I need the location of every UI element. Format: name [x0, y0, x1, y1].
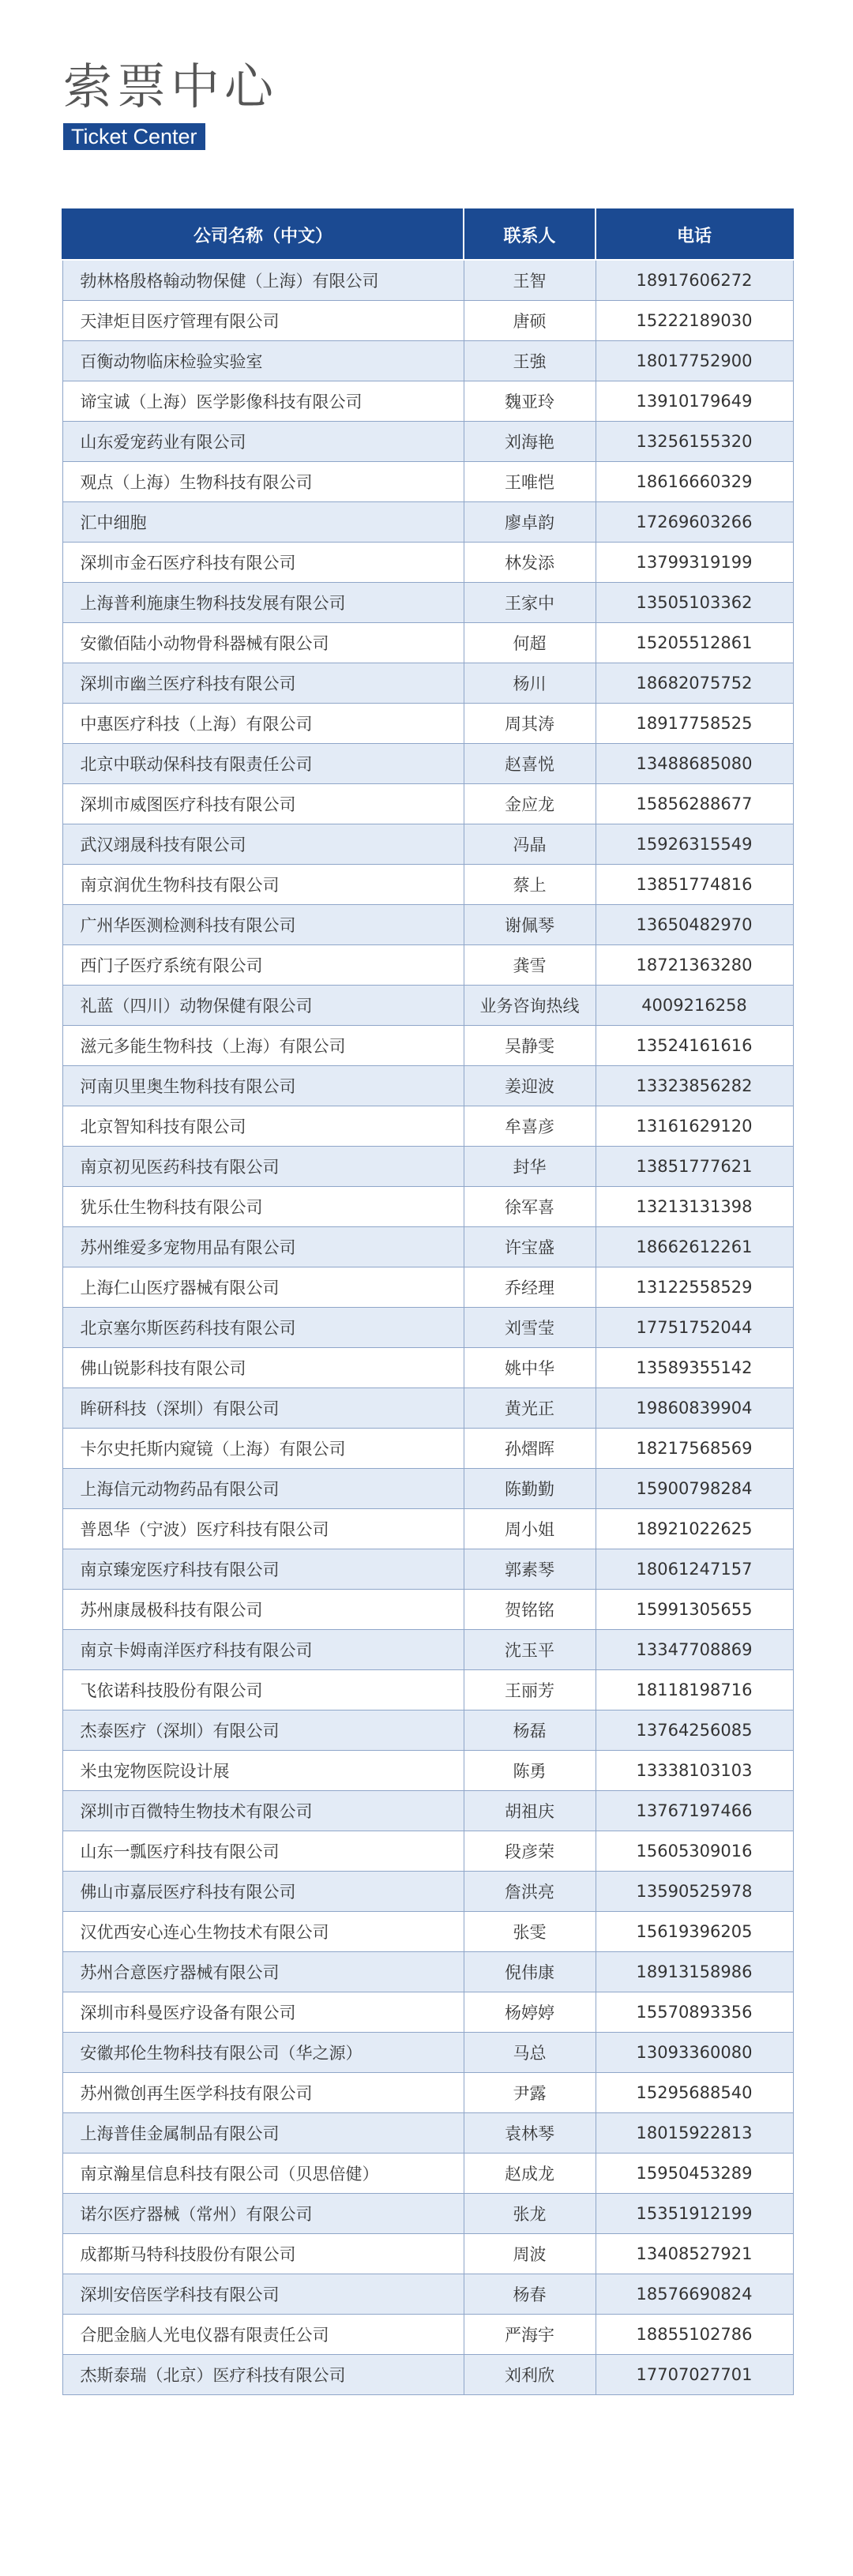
phone-number-cell: 18118198716	[596, 1670, 793, 1710]
table-row	[62, 1187, 793, 1227]
phone-number-cell: 13122558529	[596, 1267, 793, 1308]
page-subtitle-badge: Ticket Center	[63, 123, 205, 150]
phone-number-cell: 15605309016	[596, 1831, 793, 1872]
contact-name-cell: 郭素琴	[464, 1549, 596, 1590]
table-row	[62, 502, 793, 543]
contact-name-cell: 孙熠晖	[464, 1429, 596, 1469]
company-name-cell: 中惠医疗科技（上海）有限公司	[62, 704, 464, 744]
phone-number-cell: 13524161616	[596, 1026, 793, 1066]
contact-name-cell: 袁林琴	[464, 2113, 596, 2154]
contact-name-cell: 许宝盛	[464, 1227, 596, 1267]
table-row	[62, 1791, 793, 1831]
company-name-cell: 河南贝里奥生物科技有限公司	[62, 1066, 464, 1106]
contact-name-cell: 严海宇	[464, 2315, 596, 2355]
phone-number-cell: 15900798284	[596, 1469, 793, 1509]
company-name-cell: 安徽佰陆小动物骨科器械有限公司	[62, 623, 464, 663]
company-name-cell: 上海信元动物药品有限公司	[62, 1469, 464, 1509]
phone-number-cell: 15856288677	[596, 784, 793, 824]
phone-number-cell: 18616660329	[596, 462, 793, 502]
column-header-phone: 电话	[596, 209, 793, 260]
company-name-cell: 米虫宠物医院设计展	[62, 1751, 464, 1791]
phone-number-cell: 13093360080	[596, 2033, 793, 2073]
phone-number-cell: 18217568569	[596, 1429, 793, 1469]
table-row	[62, 2234, 793, 2274]
phone-number-cell: 13338103103	[596, 1751, 793, 1791]
contact-name-cell: 冯晶	[464, 824, 596, 865]
company-name-cell: 飞依诺科技股份有限公司	[62, 1670, 464, 1710]
company-name-cell: 上海普佳金属制品有限公司	[62, 2113, 464, 2154]
company-name-cell: 上海仁山医疗器械有限公司	[62, 1267, 464, 1308]
contact-name-cell: 胡祖庆	[464, 1791, 596, 1831]
contact-name-cell: 业务咨询热线	[464, 986, 596, 1026]
phone-number-cell: 15205512861	[596, 623, 793, 663]
phone-number-cell: 19860839904	[596, 1388, 793, 1429]
table-row	[62, 2274, 793, 2315]
table-row	[62, 905, 793, 945]
phone-number-cell: 13161629120	[596, 1106, 793, 1147]
contact-name-cell: 谢佩琴	[464, 905, 596, 945]
contact-name-cell: 沈玉平	[464, 1630, 596, 1670]
table-row	[62, 2033, 793, 2073]
contact-name-cell: 马总	[464, 2033, 596, 2073]
table-row	[62, 1912, 793, 1952]
table-row	[62, 1227, 793, 1267]
contact-name-cell: 杨磊	[464, 1710, 596, 1751]
contact-name-cell: 陈勤勤	[464, 1469, 596, 1509]
company-name-cell: 杰泰医疗（深圳）有限公司	[62, 1710, 464, 1751]
contact-name-cell: 蔡上	[464, 865, 596, 905]
table-row	[62, 1670, 793, 1710]
company-name-cell: 苏州康晟极科技有限公司	[62, 1590, 464, 1630]
contact-name-cell: 尹露	[464, 2073, 596, 2113]
table-row	[62, 784, 793, 824]
company-name-cell: 武汉翊晟科技有限公司	[62, 824, 464, 865]
company-name-cell: 天津炬目医疗管理有限公司	[62, 301, 464, 341]
company-name-cell: 广州华医测检测科技有限公司	[62, 905, 464, 945]
phone-number-cell: 13505103362	[596, 583, 793, 623]
phone-number-cell: 17707027701	[596, 2355, 793, 2395]
table-row	[62, 260, 793, 301]
contact-name-cell: 周小姐	[464, 1509, 596, 1549]
company-name-cell: 普恩华（宁波）医疗科技有限公司	[62, 1509, 464, 1549]
table-row	[62, 945, 793, 986]
phone-number-cell: 13589355142	[596, 1348, 793, 1388]
contact-name-cell: 王丽芳	[464, 1670, 596, 1710]
company-name-cell: 礼蓝（四川）动物保健有限公司	[62, 986, 464, 1026]
company-name-cell: 合肥金脑人光电仪器有限责任公司	[62, 2315, 464, 2355]
contact-name-cell: 廖卓韵	[464, 502, 596, 543]
company-name-cell: 南京初见医药科技有限公司	[62, 1147, 464, 1187]
phone-number-cell: 13256155320	[596, 422, 793, 462]
table-row	[62, 1026, 793, 1066]
page-header	[63, 55, 278, 150]
phone-number-cell: 13767197466	[596, 1791, 793, 1831]
contact-name-cell: 林发添	[464, 543, 596, 583]
contact-name-cell: 周波	[464, 2234, 596, 2274]
table-body	[62, 260, 793, 2395]
contact-name-cell: 赵成龙	[464, 2154, 596, 2194]
phone-number-cell: 15351912199	[596, 2194, 793, 2234]
table-row	[62, 1348, 793, 1388]
table-row	[62, 663, 793, 704]
table-row	[62, 2154, 793, 2194]
table-row	[62, 583, 793, 623]
ticket-contact-table	[62, 208, 794, 2395]
phone-number-cell: 15619396205	[596, 1912, 793, 1952]
phone-number-cell: 15991305655	[596, 1590, 793, 1630]
company-name-cell: 深圳市金石医疗科技有限公司	[62, 543, 464, 583]
table-row	[62, 2355, 793, 2395]
phone-number-cell: 13408527921	[596, 2234, 793, 2274]
contact-name-cell: 王唯恺	[464, 462, 596, 502]
table-row	[62, 1992, 793, 2033]
table-row	[62, 1388, 793, 1429]
contact-name-cell: 吴静雯	[464, 1026, 596, 1066]
contact-name-cell: 唐硕	[464, 301, 596, 341]
table-row	[62, 301, 793, 341]
company-name-cell: 深圳安倍医学科技有限公司	[62, 2274, 464, 2315]
phone-number-cell: 18855102786	[596, 2315, 793, 2355]
table-row	[62, 865, 793, 905]
table-row	[62, 1751, 793, 1791]
phone-number-cell: 18015922813	[596, 2113, 793, 2154]
table-row	[62, 704, 793, 744]
company-name-cell: 上海普利施康生物科技发展有限公司	[62, 583, 464, 623]
table-row	[62, 1429, 793, 1469]
company-name-cell: 苏州合意医疗器械有限公司	[62, 1952, 464, 1992]
contact-name-cell: 詹洪亮	[464, 1872, 596, 1912]
table-row	[62, 1066, 793, 1106]
contact-name-cell: 段彦荣	[464, 1831, 596, 1872]
table-row	[62, 2194, 793, 2234]
company-name-cell: 苏州维爱多宠物用品有限公司	[62, 1227, 464, 1267]
contact-name-cell: 张雯	[464, 1912, 596, 1952]
table-row	[62, 1831, 793, 1872]
phone-number-cell: 18917758525	[596, 704, 793, 744]
company-name-cell: 安徽邦伦生物科技有限公司（华之源）	[62, 2033, 464, 2073]
table-row	[62, 1952, 793, 1992]
company-name-cell: 佛山市嘉辰医疗科技有限公司	[62, 1872, 464, 1912]
contact-name-cell: 贺铭铭	[464, 1590, 596, 1630]
company-name-cell: 南京臻宠医疗科技有限公司	[62, 1549, 464, 1590]
table-row	[62, 824, 793, 865]
company-name-cell: 勃林格殷格翰动物保健（上海）有限公司	[62, 260, 464, 301]
contact-name-cell: 姚中华	[464, 1348, 596, 1388]
phone-number-cell: 15570893356	[596, 1992, 793, 2033]
table-row	[62, 2073, 793, 2113]
page-title: 索票中心	[63, 58, 279, 115]
phone-number-cell: 15295688540	[596, 2073, 793, 2113]
contact-name-cell: 刘雪莹	[464, 1308, 596, 1348]
phone-number-cell: 13488685080	[596, 744, 793, 784]
phone-number-cell: 18917606272	[596, 260, 793, 301]
phone-number-cell: 13851777621	[596, 1147, 793, 1187]
table-row	[62, 2113, 793, 2154]
contact-name-cell: 周其涛	[464, 704, 596, 744]
company-name-cell: 犹乐仕生物科技有限公司	[62, 1187, 464, 1227]
company-name-cell: 成都斯马特科技股份有限公司	[62, 2234, 464, 2274]
company-name-cell: 南京卡姆南洋医疗科技有限公司	[62, 1630, 464, 1670]
contact-name-cell: 杨川	[464, 663, 596, 704]
table-row	[62, 422, 793, 462]
company-name-cell: 深圳市威图医疗科技有限公司	[62, 784, 464, 824]
company-name-cell: 山东爱宠药业有限公司	[62, 422, 464, 462]
contact-name-cell: 何超	[464, 623, 596, 663]
table-row	[62, 1590, 793, 1630]
contact-name-cell: 赵喜悦	[464, 744, 596, 784]
contact-name-cell: 王家中	[464, 583, 596, 623]
contact-name-cell: 徐军喜	[464, 1187, 596, 1227]
contact-name-cell: 金应龙	[464, 784, 596, 824]
contact-name-cell: 黄光正	[464, 1388, 596, 1429]
company-name-cell: 北京塞尔斯医药科技有限公司	[62, 1308, 464, 1348]
table-row	[62, 623, 793, 663]
contact-name-cell: 牟喜彦	[464, 1106, 596, 1147]
contact-name-cell: 姜迎波	[464, 1066, 596, 1106]
contact-name-cell: 封华	[464, 1147, 596, 1187]
table-row	[62, 1872, 793, 1912]
company-name-cell: 深圳市百微特生物技术有限公司	[62, 1791, 464, 1831]
contact-name-cell: 刘海艳	[464, 422, 596, 462]
company-name-cell: 山东一瓢医疗科技有限公司	[62, 1831, 464, 1872]
phone-number-cell: 18662612261	[596, 1227, 793, 1267]
phone-number-cell: 18061247157	[596, 1549, 793, 1590]
table-row	[62, 1147, 793, 1187]
table-row	[62, 462, 793, 502]
phone-number-cell: 18913158986	[596, 1952, 793, 1992]
company-name-cell: 诺尔医疗器械（常州）有限公司	[62, 2194, 464, 2234]
contact-name-cell: 王智	[464, 260, 596, 301]
company-name-cell: 南京润优生物科技有限公司	[62, 865, 464, 905]
column-header-contact: 联系人	[464, 209, 596, 260]
phone-number-cell: 13323856282	[596, 1066, 793, 1106]
company-name-cell: 滋元多能生物科技（上海）有限公司	[62, 1026, 464, 1066]
company-name-cell: 汇中细胞	[62, 502, 464, 543]
phone-number-cell: 13764256085	[596, 1710, 793, 1751]
company-name-cell: 苏州微创再生医学科技有限公司	[62, 2073, 464, 2113]
phone-number-cell: 13650482970	[596, 905, 793, 945]
table-row	[62, 2315, 793, 2355]
company-name-cell: 汉优西安心连心生物技术有限公司	[62, 1912, 464, 1952]
contact-name-cell: 魏亚玲	[464, 381, 596, 422]
phone-number-cell: 18576690824	[596, 2274, 793, 2315]
phone-number-cell: 13799319199	[596, 543, 793, 583]
table-row	[62, 381, 793, 422]
phone-number-cell: 13910179649	[596, 381, 793, 422]
company-name-cell: 深圳市科曼医疗设备有限公司	[62, 1992, 464, 2033]
company-name-cell: 谛宝诚（上海）医学影像科技有限公司	[62, 381, 464, 422]
phone-number-cell: 4009216258	[596, 986, 793, 1026]
phone-number-cell: 17269603266	[596, 502, 793, 543]
phone-number-cell: 13213131398	[596, 1187, 793, 1227]
column-header-company: 公司名称（中文）	[62, 209, 464, 260]
table-row	[62, 1509, 793, 1549]
company-name-cell: 北京中联动保科技有限责任公司	[62, 744, 464, 784]
phone-number-cell: 18682075752	[596, 663, 793, 704]
contact-name-cell: 倪伟康	[464, 1952, 596, 1992]
contact-name-cell: 王強	[464, 341, 596, 381]
table-row	[62, 1710, 793, 1751]
phone-number-cell: 18721363280	[596, 945, 793, 986]
table-row	[62, 1106, 793, 1147]
table-row	[62, 543, 793, 583]
table-row	[62, 1549, 793, 1590]
table-row	[62, 1267, 793, 1308]
company-name-cell: 南京瀚星信息科技有限公司（贝思倍健）	[62, 2154, 464, 2194]
company-name-cell: 北京智知科技有限公司	[62, 1106, 464, 1147]
table-row	[62, 1469, 793, 1509]
contact-name-cell: 刘利欣	[464, 2355, 596, 2395]
contact-name-cell: 杨春	[464, 2274, 596, 2315]
table-row	[62, 1308, 793, 1348]
company-name-cell: 佛山锐影科技有限公司	[62, 1348, 464, 1388]
phone-number-cell: 13851774816	[596, 865, 793, 905]
company-name-cell: 杰斯泰瑞（北京）医疗科技有限公司	[62, 2355, 464, 2395]
table-header-row	[62, 209, 793, 260]
company-name-cell: 西门子医疗系统有限公司	[62, 945, 464, 986]
phone-number-cell: 18017752900	[596, 341, 793, 381]
company-name-cell: 眸研科技（深圳）有限公司	[62, 1388, 464, 1429]
table-row	[62, 341, 793, 381]
contact-name-cell: 杨婷婷	[464, 1992, 596, 2033]
contact-name-cell: 张龙	[464, 2194, 596, 2234]
company-name-cell: 百衡动物临床检验实验室	[62, 341, 464, 381]
phone-number-cell: 17751752044	[596, 1308, 793, 1348]
contact-name-cell: 龚雪	[464, 945, 596, 986]
table-row	[62, 986, 793, 1026]
company-name-cell: 卡尔史托斯内窥镜（上海）有限公司	[62, 1429, 464, 1469]
phone-number-cell: 15950453289	[596, 2154, 793, 2194]
contact-name-cell: 陈勇	[464, 1751, 596, 1791]
contact-name-cell: 乔经理	[464, 1267, 596, 1308]
phone-number-cell: 18921022625	[596, 1509, 793, 1549]
phone-number-cell: 15926315549	[596, 824, 793, 865]
phone-number-cell: 13590525978	[596, 1872, 793, 1912]
company-name-cell: 深圳市幽兰医疗科技有限公司	[62, 663, 464, 704]
table-row	[62, 1630, 793, 1670]
phone-number-cell: 15222189030	[596, 301, 793, 341]
phone-number-cell: 13347708869	[596, 1630, 793, 1670]
table-row	[62, 744, 793, 784]
company-name-cell: 观点（上海）生物科技有限公司	[62, 462, 464, 502]
